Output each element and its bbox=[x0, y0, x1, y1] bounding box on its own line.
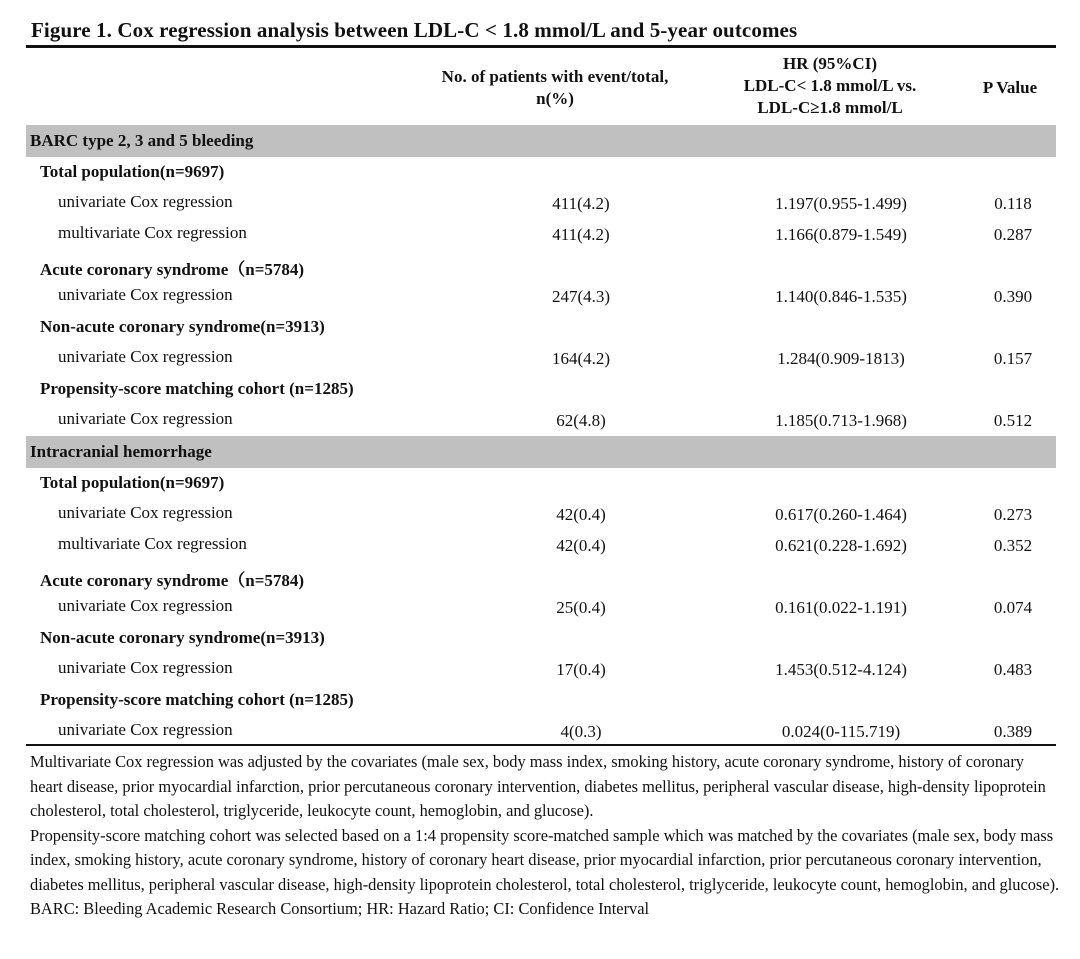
hr-cell: 0.617(0.260-1.464) bbox=[775, 505, 907, 524]
table-row bbox=[26, 189, 1056, 219]
table-row bbox=[26, 220, 1056, 250]
footnote-propensity: Propensity-score matching cohort was selected based on a 1:4 propensity score-matched sample which was matched by the covariates (male sex, body mass index, smoking history, acute coronary syndrome, history of coronary heart disease, prior myocardial infarction, prior percutaneous coronary intervention, diabetes mellitus, peripheral vascular disease, high-density lipoprotein cholesterol, total cholesterol, triglyceride, leukocyte count, hemoglobin, and glucose). bbox=[30, 825, 1060, 894]
events-cell: 164(4.2) bbox=[551, 349, 611, 368]
group-row bbox=[26, 469, 1056, 499]
events-cell: 4(0.3) bbox=[560, 722, 602, 741]
row-label: multivariate Cox regression bbox=[58, 223, 247, 242]
table-row bbox=[26, 282, 1056, 312]
row-label: multivariate Cox regression bbox=[58, 534, 247, 553]
hr-cell: 1.185(0.713-1.968) bbox=[775, 411, 907, 430]
section-title: BARC type 2, 3 and 5 bleeding bbox=[30, 131, 254, 150]
header-events bbox=[395, 66, 715, 110]
group-row bbox=[26, 624, 1056, 654]
group-label: Acute coronary syndrome（n=5784) bbox=[40, 571, 305, 590]
row-label: univariate Cox regression bbox=[58, 720, 233, 739]
group-row bbox=[26, 375, 1056, 405]
table-row bbox=[26, 344, 1056, 374]
table-row bbox=[26, 531, 1056, 561]
group-row bbox=[26, 313, 1056, 343]
p-value-cell: 0.390 bbox=[993, 287, 1033, 306]
header-hr bbox=[700, 53, 960, 119]
section-header bbox=[26, 125, 1056, 157]
p-value-cell: 0.483 bbox=[993, 660, 1033, 679]
bottom-rule bbox=[26, 744, 1056, 746]
hr-cell: 1.140(0.846-1.535) bbox=[775, 287, 907, 306]
header-events-line1: No. of patients with event/total, bbox=[441, 67, 669, 86]
group-row bbox=[26, 158, 1056, 188]
group-label: Total population(n=9697) bbox=[40, 473, 225, 492]
footnote-abbreviations: BARC: Bleeding Academic Research Consortium; HR: Hazard Ratio; CI: Confidence Interval bbox=[30, 899, 650, 918]
figure-title: Figure 1. Cox regression analysis between LDL-C < 1.8 mmol/L and 5-year outcomes bbox=[31, 18, 798, 42]
footnotes bbox=[30, 750, 1060, 922]
group-label: Propensity-score matching cohort (n=1285) bbox=[40, 690, 354, 709]
group-label: Total population(n=9697) bbox=[40, 162, 225, 181]
events-cell: 42(0.4) bbox=[556, 536, 606, 555]
row-label: univariate Cox regression bbox=[58, 596, 233, 615]
header-events-line2: n(%) bbox=[536, 89, 574, 108]
p-value-cell: 0.287 bbox=[993, 225, 1033, 244]
hr-cell: 1.284(0.909-1813) bbox=[777, 349, 905, 368]
hr-cell: 0.621(0.228-1.692) bbox=[775, 536, 907, 555]
p-value-cell: 0.273 bbox=[993, 505, 1033, 524]
header-p-value: P Value bbox=[982, 78, 1038, 97]
row-label: univariate Cox regression bbox=[58, 285, 233, 304]
p-value-cell: 0.118 bbox=[994, 194, 1032, 213]
row-label: univariate Cox regression bbox=[58, 503, 233, 522]
events-cell: 42(0.4) bbox=[556, 505, 606, 524]
group-row bbox=[26, 686, 1056, 716]
header-hr-line1: HR (95%CI) bbox=[783, 54, 877, 73]
section-header bbox=[26, 436, 1056, 468]
hr-cell: 1.197(0.955-1.499) bbox=[775, 194, 907, 213]
row-label: univariate Cox regression bbox=[58, 409, 233, 428]
table-row bbox=[26, 406, 1056, 436]
group-label: Non-acute coronary syndrome(n=3913) bbox=[40, 628, 325, 647]
group-label: Non-acute coronary syndrome(n=3913) bbox=[40, 317, 325, 336]
p-value-cell: 0.389 bbox=[993, 722, 1033, 741]
header-hr-line2: LDL-C< 1.8 mmol/L vs. bbox=[743, 76, 917, 95]
p-value-cell: 0.512 bbox=[993, 411, 1033, 430]
events-cell: 62(4.8) bbox=[556, 411, 606, 430]
group-row bbox=[26, 562, 1056, 592]
table-row bbox=[26, 717, 1056, 747]
p-value-cell: 0.157 bbox=[993, 349, 1033, 368]
header-hr-line3: LDL-C≥1.8 mmol/L bbox=[757, 98, 903, 117]
events-cell: 411(4.2) bbox=[552, 194, 610, 213]
hr-cell: 0.024(0-115.719) bbox=[781, 722, 901, 741]
table-row bbox=[26, 500, 1056, 530]
row-label: univariate Cox regression bbox=[58, 347, 233, 366]
group-label: Acute coronary syndrome（n=5784) bbox=[40, 260, 305, 279]
hr-cell: 1.166(0.879-1.549) bbox=[775, 225, 907, 244]
group-row bbox=[26, 251, 1056, 281]
events-cell: 25(0.4) bbox=[556, 598, 606, 617]
events-cell: 247(4.3) bbox=[551, 287, 611, 306]
row-label: univariate Cox regression bbox=[58, 192, 233, 211]
top-rule bbox=[26, 45, 1056, 48]
row-label: univariate Cox regression bbox=[58, 658, 233, 677]
section-title: Intracranial hemorrhage bbox=[30, 442, 212, 461]
table-row bbox=[26, 655, 1056, 685]
p-value-cell: 0.074 bbox=[993, 598, 1033, 617]
table-row bbox=[26, 593, 1056, 623]
hr-cell: 1.453(0.512-4.124) bbox=[775, 660, 907, 679]
p-value-cell: 0.352 bbox=[993, 536, 1033, 555]
footnote-multivariate: Multivariate Cox regression was adjusted by the covariates (male sex, body mass index, smoking history, acute coronary syndrome, history of coronary heart disease, prior myocardial infarction, prior percutaneous coronary intervention, diabetes mellitus, peripheral vascular disease, high-density lipoprotein cholesterol, total cholesterol, triglyceride, leukocyte count, hemoglobin, and glucose). bbox=[30, 752, 1046, 820]
events-cell: 17(0.4) bbox=[556, 660, 606, 679]
events-cell: 411(4.2) bbox=[552, 225, 610, 244]
group-label: Propensity-score matching cohort (n=1285) bbox=[40, 379, 354, 398]
hr-cell: 0.161(0.022-1.191) bbox=[775, 598, 907, 617]
